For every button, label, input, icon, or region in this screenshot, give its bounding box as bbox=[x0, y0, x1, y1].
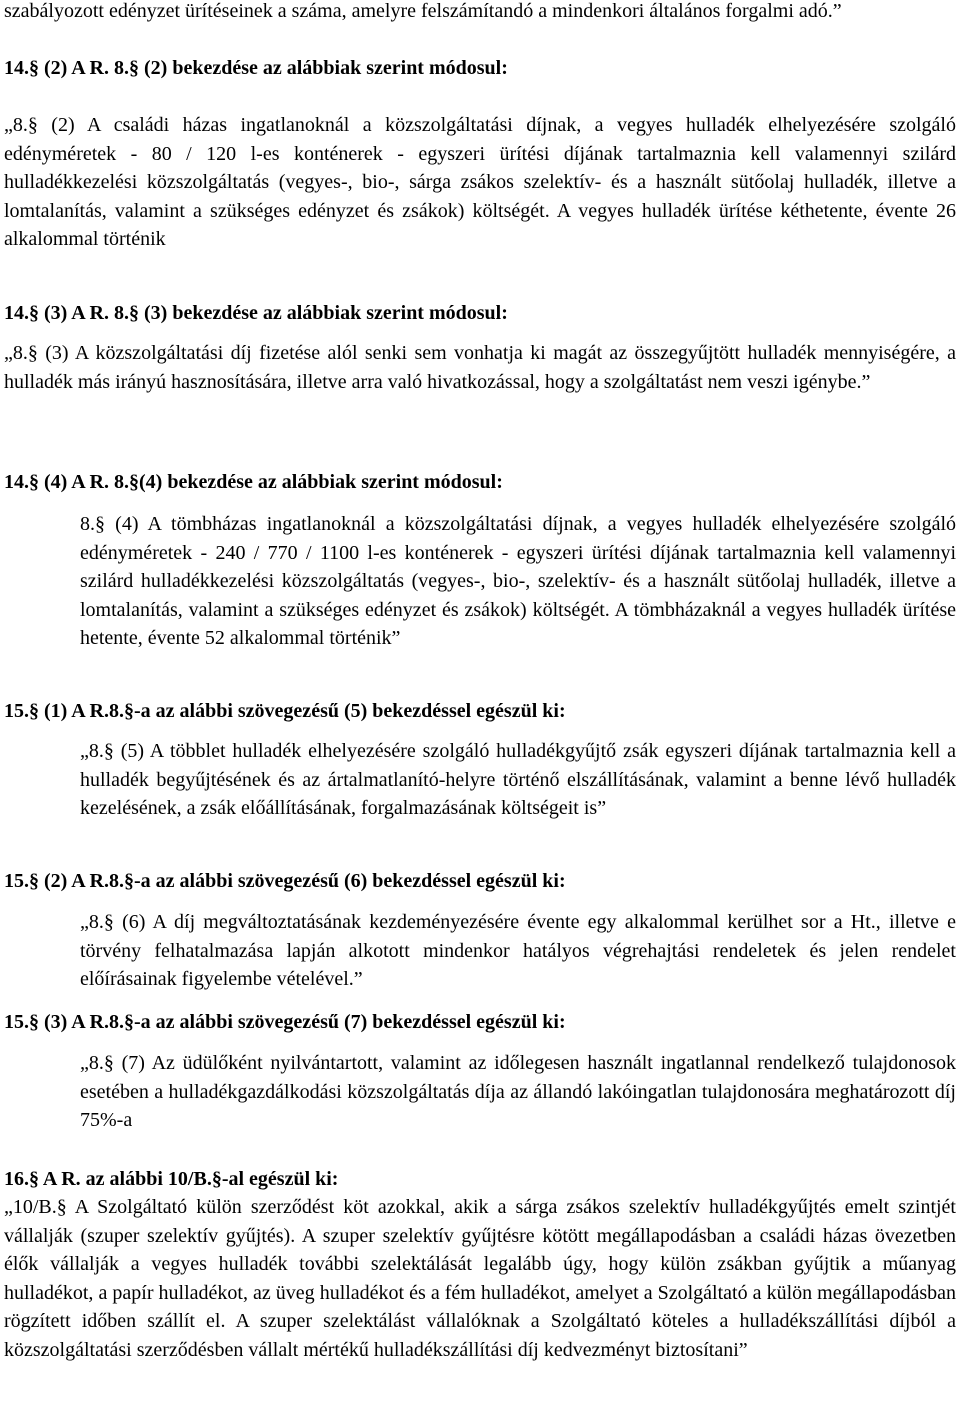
paragraph-8-3-fee-obligation: „8.§ (3) A közszolgáltatási díj fizetése alól senki sem vonhatja ki magát az összegyűjtött hulladék mennyiségére, a hulladék más irányú hasznosítására, illetve arra való hivatkozással, hogy a szolgáltatást nem veszi igénybe.” bbox=[4, 342, 956, 393]
amendment-heading-14-3: 14.§ (3) A R. 8.§ (3) bekezdése az alábbiak szerint módosul: bbox=[4, 302, 508, 324]
paragraph-8-2-family-houses: „8.§ (2) A családi házas ingatlanoknál a közszolgáltatási díjnak, a vegyes hulladék elhelyezésére szolgáló edényméretek - 80 / 120 l-es konténerek - egyszeri ürítési díjának tartalmaznia kell valamennyi szilárd hulladékkezelési közszolgáltatás (vegyes-, bio-, sárga zsákos szelektív- és a használt sütőolaj hulladék, illetve a lomtalanítás, valamint a szükséges edényzet és zsákok) költségét. A vegyes hulladék ürítése kéthetente, évente 26 alkalommal történik bbox=[4, 114, 956, 250]
amendment-heading-15-1: 15.§ (1) A R.8.§-a az alábbi szövegezésű (5) bekezdéssel egészül ki: bbox=[4, 700, 566, 722]
paragraph-general-vat: szabályozott edényzet ürítéseinek a száma, amelyre felszámítandó a mindenkori általános forgalmi adó.” bbox=[4, 0, 842, 22]
amendment-heading-15-2: 15.§ (2) A R.8.§-a az alábbi szövegezésű (6) bekezdéssel egészül ki: bbox=[4, 870, 566, 892]
amendment-heading-15-3: 15.§ (3) A R.8.§-a az alábbi szövegezésű (7) bekezdéssel egészül ki: bbox=[4, 1011, 566, 1033]
amendment-heading-14-2: 14.§ (2) A R. 8.§ (2) bekezdése az alábbiak szerint módosul: bbox=[4, 57, 508, 79]
amendment-heading-16: 16.§ A R. az alábbi 10/B.§-al egészül ki: bbox=[4, 1168, 339, 1190]
paragraph-8-6-fee-change: „8.§ (6) A díj megváltoztatásának kezdeményezésére évente egy alkalommal kerülhet sor a Ht., illetve e törvény felhatalmazása lapján alkotott mindenkor hatályos végrehajtási rendeletek és jelen rendelet előírásainak figyelembe vételével.” bbox=[80, 911, 956, 990]
amendment-heading-14-4: 14.§ (4) A R. 8.§(4) bekezdése az alábbiak szerint módosul: bbox=[4, 471, 503, 493]
paragraph-8-4-block-houses: 8.§ (4) A tömbházas ingatlanoknál a közszolgáltatási díjnak, a vegyes hulladék elhelyezésére szolgáló edényméretek - 240 / 770 / 1100 l-es konténerek - egyszeri ürítési díjának tartalmaznia kell valamennyi szilárd hulladékkezelési közszolgáltatás (vegyes-, bio-, szelektív- és a használt sütőolaj hulladék, illetve a lomtalanítás, valamint a szükséges edényzet és zsákok) költségét. A tömbházaknál a vegyes hulladék ürítése hetente, évente 52 alkalommal történik” bbox=[80, 513, 956, 649]
paragraph-10b-super-selective: „10/B.§ A Szolgáltató külön szerződést köt azokkal, akik a sárga zsákos szelektív hulladékgyűjtés emelt szintjét vállalják (szuper szelektív gyűjtés). A szuper szelektív gyűjtésre kötött megállapodásban a családi házas övezetben élők vállalják a vegyes hulladék további szelektálását legalább úgy, hogy külön zsákban gyűjtik a műanyag hulladékot, a papír hulladékot, az üveg hulladékot és a fém hulladékot, amelyet a Szolgáltató a külön megállapodásban rögzített időben szállít el. A szuper szelektálást vállalóknak a Szolgáltató köteles a hulladékszállítási díjból a közszolgáltatási szerződésben vállalt mértékű hulladékszállítási díj kedvezményt biztosítani” bbox=[4, 1196, 956, 1361]
paragraph-8-7-holiday-homes: „8.§ (7) Az üdülőként nyilvántartott, valamint az időlegesen használt ingatlannal rendelkező tulajdonosok esetében a hulladékgazdálkodási közszolgáltatás díja az állandó lakóingatlan tulajdonosára meghatározott díj 75%-a bbox=[80, 1052, 956, 1131]
paragraph-8-5-extra-bags: „8.§ (5) A többlet hulladék elhelyezésére szolgáló hulladékgyűjtő zsák egyszeri díjának tartalmaznia kell a hulladék begyűjtésének és az ártalmatlanító-helyre történő elszállításának, valamint a benne lévő hulladék kezelésének, a zsák előállításának, forgalmazásának költségeit is” bbox=[80, 740, 956, 819]
